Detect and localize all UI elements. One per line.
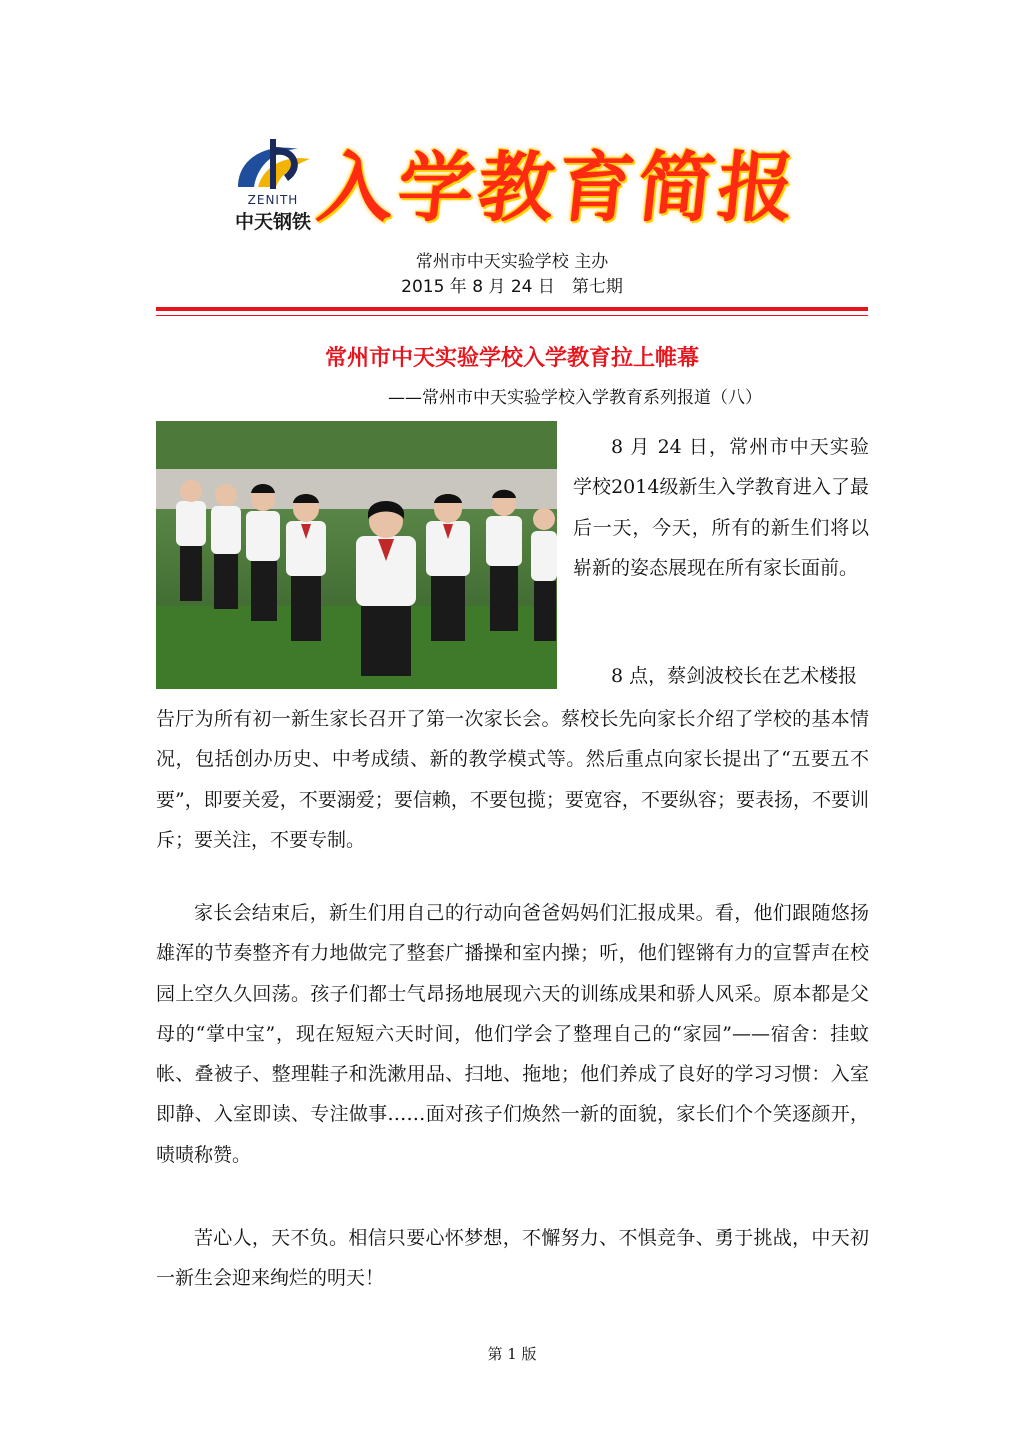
- issue-date-line: 2015 年 8 月 24 日 第七期: [401, 277, 623, 297]
- paragraph-3: 家长会结束后，新生们用自己的行动向爸爸妈妈们汇报成果。看，他们跟随悠扬雄浑的节奏整齐有力地做完了整套广播操和室内操；听，他们铿锵有力的宣誓声在校园上空久久回荡。孩子们都士气昂扬地展现六天的训练成果和骄人风采。原本都是父母的“掌中宝”，现在短短六天时间，他们学会了整理自己的“家园”——宿舍：挂蚊帐、叠被子、整理鞋子和洗漱用品、扫地、拖地；他们养成了良好的学习习惯：入室即静、入室即读、专注做事……面对孩子们焕然一新的面貌，家长们个个笑逐颜开，啧啧称赞。: [156, 902, 869, 1166]
- article-subtitle: ——常州市中天实验学校入学教育系列报道（八）: [388, 388, 762, 408]
- photo-illustration: [156, 421, 557, 689]
- logo-company-text: 中天钢铁: [234, 211, 311, 233]
- paragraph-1: 8 月 24 日，常州市中天实验学校2014级新生入学教育进入了最后一天，今天，所有的新生们将以崭新的姿态展现在所有家长面前。: [573, 436, 869, 579]
- header-rule-thin: [156, 315, 868, 316]
- zenith-logo: [228, 135, 318, 240]
- page-number: 第 1 版: [487, 1345, 537, 1363]
- students-exercising-photo: [156, 421, 557, 689]
- logo-brand-text: ZENITH: [247, 193, 299, 207]
- paragraph-4: 苦心人，天不负。相信只要心怀梦想，不懈努力、不惧竞争、勇于挑战，中天初一新生会迎来绚烂的明天！: [156, 1227, 869, 1290]
- paragraph-2-start: 8 点，蔡剑波校长在艺术楼报: [611, 665, 858, 687]
- header-rule-thick: [156, 307, 868, 311]
- article-title: 常州市中天实验学校入学教育拉上帷幕: [324, 346, 699, 371]
- logo-emblem-icon: [228, 135, 318, 195]
- masthead: [0, 0, 1024, 300]
- organizer-line: 常州市中天实验学校 主办: [415, 252, 609, 272]
- paragraph-2-continued: 告厅为所有初一新生家长召开了第一次家长会。蔡校长先向家长介绍了学校的基本情况，包括创办历史、中考成绩、新的教学模式等。然后重点向家长提出了“五要五不要”，即要关爱，不要溺爱；要信赖，不要包揽；要宽容，不要纵容；要表扬，不要训斥；要关注，不要专制。: [156, 708, 869, 851]
- bulletin-title: 入学教育简报: [313, 143, 803, 232]
